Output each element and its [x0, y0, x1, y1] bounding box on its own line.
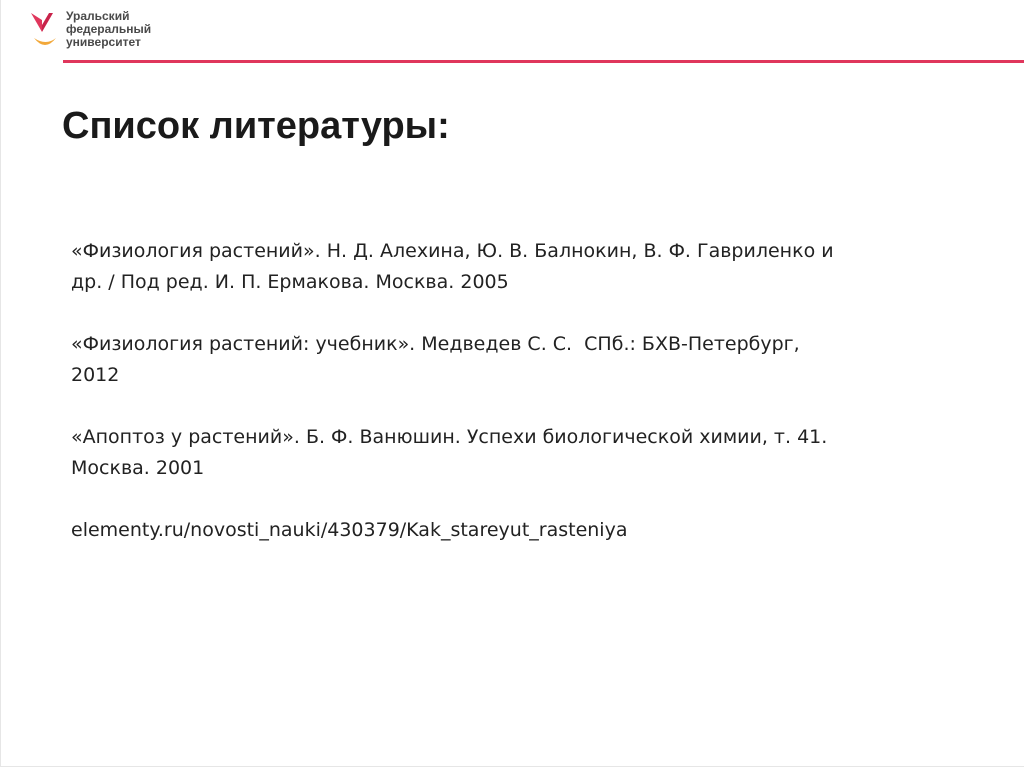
logo-line-2: федеральный: [66, 22, 152, 36]
logo-line-1: Уральский: [66, 9, 130, 23]
page-title: Список литературы:: [62, 105, 450, 147]
university-logo: [28, 8, 151, 52]
logo-line-3: университет: [66, 35, 141, 49]
reference-item-1: «Физиология растений». Н. Д. Алехина, Ю. В. Балнокин, В. Ф. Гавриленко и др. / Под ред. И. П. Ермакова. Москва. 2005: [71, 240, 834, 293]
reference-item-link[interactable]: elementy.ru/novosti_nauki/430379/Kak_stareyut_rasteniya: [71, 519, 628, 541]
ural-federal-university-logo-icon: [28, 8, 62, 52]
reference-list: [71, 236, 951, 577]
logo-text: [66, 10, 151, 49]
reference-item-3: «Апоптоз у растений». Б. Ф. Ванюшин. Успехи биологической химии, т. 41. Москва. 2001: [71, 426, 828, 479]
reference-item-2: «Физиология растений: учебник». Медведев С. С. СПб.: БХВ-Петербург, 2012: [71, 333, 800, 386]
header-divider: [63, 60, 1024, 63]
